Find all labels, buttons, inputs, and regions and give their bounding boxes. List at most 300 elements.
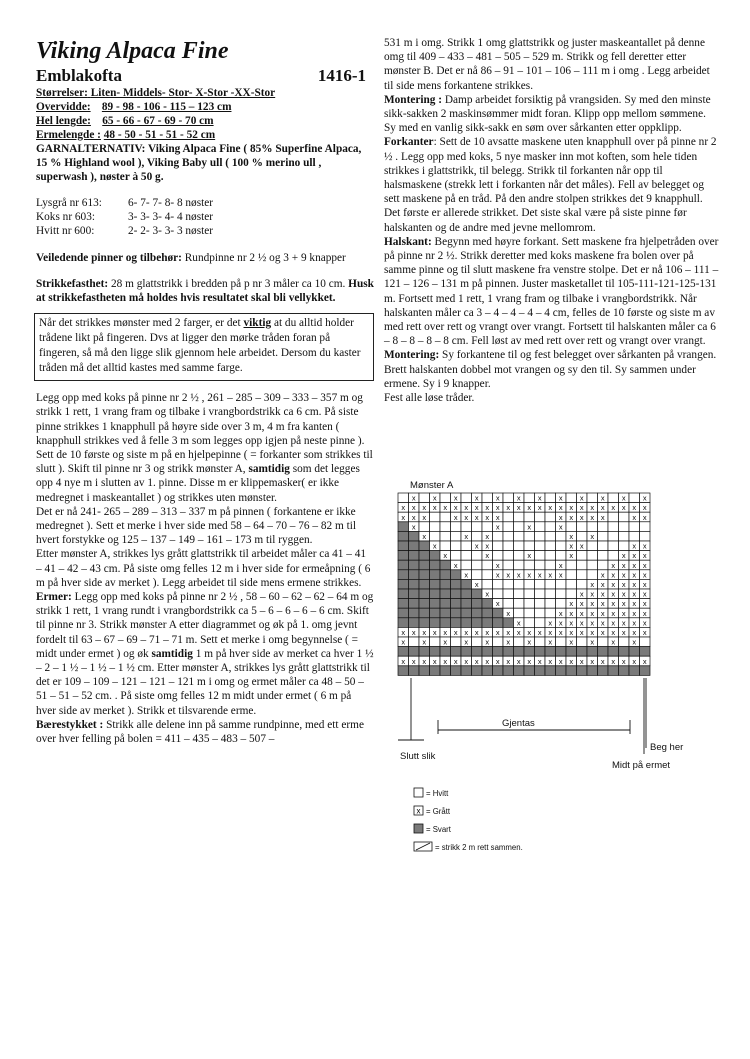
chart-cell-x-mark: x xyxy=(558,656,563,666)
chart-cell-x-mark: x xyxy=(621,493,626,503)
chart-cell-black xyxy=(409,541,420,551)
chart-cell-white xyxy=(472,531,483,541)
chart-cell-black xyxy=(461,618,472,628)
chart-cell-black xyxy=(451,666,462,676)
chart-cell-white xyxy=(535,541,546,551)
chart-cell-x-mark: x xyxy=(453,503,458,513)
chart-cell-white xyxy=(451,637,462,647)
chart-cell-white xyxy=(503,531,514,541)
chart-cell-white xyxy=(493,637,504,647)
chart-cell-black xyxy=(409,666,420,676)
chart-cell-black xyxy=(430,570,441,580)
pattern-number: 1416-1 xyxy=(317,66,366,85)
chart-cell-black xyxy=(409,531,420,541)
chart-cell-black xyxy=(440,666,451,676)
chart-cell-black xyxy=(493,608,504,618)
chart-cell-black xyxy=(472,666,483,676)
chart-cell-x-mark: x xyxy=(464,532,469,541)
chart-cell-black xyxy=(398,579,409,589)
sleeve-value: 48 - 50 - 51 - 51 - 52 cm xyxy=(103,129,216,141)
chart-cell-black xyxy=(472,589,483,599)
chart-cell-white xyxy=(430,637,441,647)
chart-cell-black xyxy=(451,599,462,609)
chart-cell-x-mark: x xyxy=(569,512,574,522)
note-emphasis: viktig xyxy=(243,317,272,330)
chart-cell-x-mark: x xyxy=(506,656,511,666)
chart-cell-x-mark: x xyxy=(411,628,416,637)
chart-cell-black xyxy=(430,599,441,609)
section-label: Montering: xyxy=(384,349,440,362)
chart-cell-x-mark: x xyxy=(642,512,647,522)
chart-cell-white xyxy=(524,579,535,589)
begin-label: Beg her xyxy=(650,742,684,753)
chart-cell-white xyxy=(535,599,546,609)
chart-cell-white xyxy=(608,541,619,551)
chart-cell-x-mark: x xyxy=(632,580,637,589)
legend-x-mark: x xyxy=(416,806,421,816)
chart-cell-x-mark: x xyxy=(527,551,532,561)
chart-cell-x-mark: x xyxy=(569,551,574,561)
chart-cell-x-mark: x xyxy=(632,608,637,618)
chart-cell-white xyxy=(514,541,525,551)
chart-cell-x-mark: x xyxy=(621,570,626,580)
chart-cell-x-mark: x xyxy=(506,503,511,513)
chart-cell-white xyxy=(619,512,630,522)
chart-cell-x-mark: x xyxy=(548,570,553,580)
chart-cell-white xyxy=(493,579,504,589)
chart-cell-x-mark: x xyxy=(600,599,605,609)
chart-cell-x-mark: x xyxy=(422,512,427,522)
chart-cell-x-mark: x xyxy=(558,618,563,628)
chart-cell-x-mark: x xyxy=(590,589,595,599)
chart-cell-x-mark: x xyxy=(590,628,595,637)
chart-cell-x-mark: x xyxy=(495,493,500,503)
chart-cell-white xyxy=(619,541,630,551)
chart-cell-black xyxy=(398,599,409,609)
chart-cell-black xyxy=(503,618,514,628)
chart-cell-x-mark: x xyxy=(485,532,490,541)
chart-cell-x-mark: x xyxy=(632,628,637,637)
yarn-name: Koks nr 603: xyxy=(36,211,95,224)
chart-cell-x-mark: x xyxy=(632,560,637,570)
chart-cell-x-mark: x xyxy=(464,656,469,666)
chart-cell-white xyxy=(461,493,472,503)
chart-cell-white xyxy=(545,560,556,570)
chart-cell-black xyxy=(514,647,525,657)
sleeves-paragraph xyxy=(36,590,374,718)
chart-cell-black xyxy=(451,647,462,657)
chart-cell-x-mark: x xyxy=(464,512,469,522)
chart-cell-x-mark: x xyxy=(611,618,616,628)
chart-cell-x-mark: x xyxy=(611,580,616,589)
chart-cell-white xyxy=(535,522,546,532)
chart-cell-white xyxy=(514,637,525,647)
chart-cell-black xyxy=(493,666,504,676)
body-text: Begynn med høyre forkant. Sett maskene fra hjelpetråden over på pinne nr 2 ½. Strikk deretter med koks maskene fra bolen over på samme pinne og til slutt maskene fra venstre stolpe. Det er nå 106 – 111 – 121 – 126 – 131 m på pinnen. Juster masketallet til 105-111-121-125-131 m. Fortsett med 1 rett, 1 vrang fram og tilbake i vrangbordstrikk. Når halskanten måler ca 3 – 4 – 4 – 4 – 4 cm, felles de 10 første og siste m av med rett over rett og vrangt over vrangt. Fortsett til halskanten måler ca 6 – 8 – 8 – 8 – 8 cm. Fell løst av med rett over rett og vrangt over vrangt. xyxy=(384,235,719,348)
chart-cell-x-mark: x xyxy=(432,628,437,637)
chart-cell-white xyxy=(440,493,451,503)
chart-cell-white xyxy=(619,531,630,541)
chart-title: Mønster A xyxy=(410,480,454,491)
chart-cell-white xyxy=(566,570,577,580)
chart-cell-x-mark: x xyxy=(443,637,448,647)
chart-cell-x-mark: x xyxy=(516,618,521,628)
chart-cell-black xyxy=(461,589,472,599)
chart-cell-white xyxy=(608,551,619,561)
final-note: Fest alle løse tråder. xyxy=(384,392,475,405)
chart-cell-white xyxy=(556,589,567,599)
chart-cell-x-mark: x xyxy=(632,503,637,513)
chart-cell-x-mark: x xyxy=(579,618,584,628)
chart-cell-black xyxy=(430,579,441,589)
chart-cell-white xyxy=(524,608,535,618)
chart-cell-black xyxy=(409,579,420,589)
chart-cell-white xyxy=(608,531,619,541)
body-text: : Sett de 10 avsatte maskene uten knapphull over på pinne nr 2 ½ . Legg opp med koks, 5 nye masker inn mot koften, som hele tiden strikkes i glattstrikk, til belegg. Strikk til forkanten når opp til halsmaskene (strekk lett i forkanten når det måles). Fell av belegget og sett maskene på en tråd. På den andre stolpen strikkes det 9 knapphull. Det første er allerede strikket. Det siste skal være på siste pinne før halskanten og de andre med jevne mellomrom. xyxy=(384,136,717,234)
chart-cell-black xyxy=(556,666,567,676)
chart-cell-black xyxy=(482,647,493,657)
chart-cell-black xyxy=(398,531,409,541)
chart-cell-black xyxy=(629,666,640,676)
yarn-name: Lysgrå nr 613: xyxy=(36,197,102,209)
chart-cell-white xyxy=(598,522,609,532)
chart-cell-white xyxy=(587,560,598,570)
yarn-amount: 3- 3- 3- 4- 4 nøster xyxy=(128,211,214,224)
chart-cell-x-mark: x xyxy=(516,493,521,503)
chart-cell-black xyxy=(398,560,409,570)
chart-cell-white xyxy=(514,608,525,618)
chart-cell-white xyxy=(598,541,609,551)
chart-cell-white xyxy=(577,579,588,589)
chart-cell-x-mark: x xyxy=(411,512,416,522)
chart-cell-x-mark: x xyxy=(621,608,626,618)
chart-cell-x-mark: x xyxy=(506,637,511,647)
chart-cell-x-mark: x xyxy=(411,493,416,503)
chart-cell-black xyxy=(503,666,514,676)
chart-cell-x-mark: x xyxy=(569,532,574,541)
chart-cell-white xyxy=(535,531,546,541)
chart-cell-x-mark: x xyxy=(401,512,406,522)
chart-cell-x-mark: x xyxy=(590,503,595,513)
chart-cell-white xyxy=(493,551,504,561)
body-paragraph: Etter mønster A, strikkes lys grått glattstrikk til arbeidet måler ca 41 – 41 – 41 – 42 – 43 cm. På siste omg felles 12 m i hver side for ermeåpning ( 6 m på hver side av merket ). Legg arbeidet til side mens ermene strikkes. xyxy=(36,548,371,589)
chart-cell-black xyxy=(514,666,525,676)
chart-cell-x-mark: x xyxy=(642,580,647,589)
chart-cell-x-mark: x xyxy=(600,589,605,599)
gauge-label: Strikkefasthet: xyxy=(36,277,109,290)
chart-cell-x-mark: x xyxy=(632,599,637,609)
chart-cell-x-mark: x xyxy=(621,656,626,666)
chart-cell-white xyxy=(556,531,567,541)
section-label: Halskant: xyxy=(384,235,432,248)
gauge xyxy=(36,277,374,305)
chart-cell-x-mark: x xyxy=(600,570,605,580)
body-paragraph: 531 m i omg. Strikk 1 omg glattstrikk og juster maskeantallet på denne omg til 409 – 433 – 481 – 505 – 529 m. Strikk og fell deretter etter mønster B. Det er nå 86 – 91 – 101 – 106 – 111 m i omg . Legg arbeidet til side mens forkantene strikkes. xyxy=(384,37,710,92)
chart-cell-x-mark: x xyxy=(642,608,647,618)
chart-cell-white xyxy=(535,618,546,628)
chart-cell-white xyxy=(619,637,630,647)
chart-cell-x-mark: x xyxy=(621,560,626,570)
chart-legend xyxy=(414,788,523,852)
chart-cell-white xyxy=(493,541,504,551)
chart-cell-white xyxy=(545,512,556,522)
chart-cell-x-mark: x xyxy=(432,503,437,513)
chart-cell-x-mark: x xyxy=(401,656,406,666)
legend-swatch-blank xyxy=(414,788,423,797)
legend-swatch-filled xyxy=(414,824,423,833)
chart-cell-x-mark: x xyxy=(485,503,490,513)
chart-cell-x-mark: x xyxy=(516,503,521,513)
chart-cell-x-mark: x xyxy=(569,656,574,666)
chart-cell-white xyxy=(503,512,514,522)
chart-cell-black xyxy=(587,647,598,657)
chart-cell-white xyxy=(545,522,556,532)
chart-cell-white xyxy=(587,551,598,561)
chart-cell-black xyxy=(461,599,472,609)
note-post: at du alltid holder trådene likt på fingeren. Dvs at ligger den mørke tråden foran på fingeren, så må den ligge slik gjennom hele arbeidet. Dersom du kaster tråden må det alltid kastes med samme farge. xyxy=(39,317,361,375)
chart-cell-black xyxy=(577,647,588,657)
chart-cell-white xyxy=(430,512,441,522)
body-text: Sy forkantene til og fest belegget over sårkanten på vrangen. Brett halskanten dobbel mot vrangen og sy den til. Sy sammen under ermene. Sy i 9 knapper. xyxy=(384,349,717,390)
chart-cell-x-mark: x xyxy=(537,503,542,513)
chart-cell-white xyxy=(577,560,588,570)
width-label: Overvidde: xyxy=(36,101,91,113)
chart-cell-x-mark: x xyxy=(621,628,626,637)
chart-cell-white xyxy=(619,522,630,532)
chart-cell-white xyxy=(472,570,483,580)
chart-cell-x-mark: x xyxy=(401,503,406,513)
chart-cell-white xyxy=(524,618,535,628)
chart-cell-x-mark: x xyxy=(422,628,427,637)
chart-cell-black xyxy=(430,589,441,599)
chart-cell-x-mark: x xyxy=(632,589,637,599)
chart-cell-x-mark: x xyxy=(600,580,605,589)
chart-cell-black xyxy=(419,589,430,599)
chart-cell-x-mark: x xyxy=(642,541,647,551)
chart-cell-white xyxy=(419,493,430,503)
chart-cell-white xyxy=(514,551,525,561)
yarn-alternative: GARNALTERNATIV: Viking Alpaca Fine ( 85% Superfine Alpaca, 15 % Highland wool ), Viking Baby ull ( 100 % merino ull , superwash ), nøster à 50 g. xyxy=(36,143,362,183)
chart-cell-white xyxy=(535,579,546,589)
section-label: Ermer: xyxy=(36,591,72,604)
pattern-header xyxy=(36,66,374,86)
chart-cell-x-mark: x xyxy=(453,656,458,666)
chart-cell-white xyxy=(535,560,546,570)
chart-cell-white xyxy=(440,522,451,532)
chart-cell-x-mark: x xyxy=(621,599,626,609)
sizes-label: Størrelser: xyxy=(36,87,88,99)
size-specs xyxy=(36,86,374,184)
chart-cell-x-mark: x xyxy=(611,599,616,609)
assembly-paragraph xyxy=(384,93,720,136)
chart-cell-black xyxy=(440,570,451,580)
chart-cell-x-mark: x xyxy=(453,628,458,637)
chart-cell-x-mark: x xyxy=(600,503,605,513)
chart-cell-white xyxy=(598,637,609,647)
chart-cell-white xyxy=(556,637,567,647)
chart-cell-black xyxy=(419,666,430,676)
chart-cell-x-mark: x xyxy=(632,512,637,522)
chart-cell-black xyxy=(419,599,430,609)
chart-cell-x-mark: x xyxy=(516,656,521,666)
chart-cell-white xyxy=(608,493,619,503)
chart-cell-white xyxy=(482,560,493,570)
chart-cell-white xyxy=(482,493,493,503)
chart-cell-white xyxy=(503,599,514,609)
chart-cell-x-mark: x xyxy=(485,628,490,637)
length-label: Hel lengde: xyxy=(36,115,91,127)
chart-cell-white xyxy=(409,637,420,647)
chart-cell-x-mark: x xyxy=(611,503,616,513)
body-text: Legg opp med koks på pinne nr 2 ½ , 261 – 285 – 309 – 333 – 357 m og strikk 1 rett, 1 vrang fram og tilbake i vrangbordstrikk ca 6 cm. På siste pinne strikkes 1 knapphull på høyre side over 3 m, 4 m fra kanten ( knapphull strikkes ved å felle 3 m som legges opp igjen på neste pinne ). Sett de 10 første og siste m på en hjelpepinne ( = forkanter som strikkes til slutt ). Skift til pinne nr 3 og strikk mønster A, xyxy=(36,392,373,476)
chart-cell-x-mark: x xyxy=(474,503,479,513)
chart-cell-white xyxy=(451,541,462,551)
chart-cell-white xyxy=(514,531,525,541)
chart-cell-x-mark: x xyxy=(642,560,647,570)
chart-cell-black xyxy=(461,647,472,657)
chart-cell-white xyxy=(430,522,441,532)
chart-cell-white xyxy=(451,531,462,541)
chart-cell-x-mark: x xyxy=(569,503,574,513)
chart-cell-x-mark: x xyxy=(642,503,647,513)
body-emphasis: samtidig xyxy=(248,463,290,476)
body-paragraph xyxy=(36,391,374,505)
repeat-label: Gjentas xyxy=(502,718,535,729)
chart-cell-white xyxy=(524,512,535,522)
chart-cell-black xyxy=(493,618,504,628)
needles xyxy=(36,251,374,265)
chart-cell-white xyxy=(524,589,535,599)
chart-cell-white xyxy=(577,522,588,532)
chart-cell-x-mark: x xyxy=(548,618,553,628)
chart-cell-white xyxy=(482,579,493,589)
chart-cell-x-mark: x xyxy=(516,570,521,580)
chart-cell-white xyxy=(451,551,462,561)
chart-grid xyxy=(398,493,650,675)
chart-cell-x-mark: x xyxy=(642,551,647,561)
chart-cell-x-mark: x xyxy=(443,551,448,561)
chart-cell-black xyxy=(482,608,493,618)
section-label: Montering : xyxy=(384,93,443,106)
chart-cell-white xyxy=(461,522,472,532)
chart-cell-black xyxy=(472,599,483,609)
chart-cell-white xyxy=(440,541,451,551)
chart-cell-x-mark: x xyxy=(527,503,532,513)
chart-cell-x-mark: x xyxy=(485,656,490,666)
chart-cell-x-mark: x xyxy=(558,560,563,570)
chart-cell-black xyxy=(598,647,609,657)
yarn-list xyxy=(36,196,374,239)
chart-cell-x-mark: x xyxy=(579,599,584,609)
chart-cell-x-mark: x xyxy=(642,493,647,503)
chart-cell-white xyxy=(556,541,567,551)
chart-cell-white xyxy=(503,579,514,589)
chart-cell-x-mark: x xyxy=(506,628,511,637)
chart-cell-x-mark: x xyxy=(453,493,458,503)
chart-cell-x-mark: x xyxy=(590,599,595,609)
chart-cell-black xyxy=(545,666,556,676)
chart-cell-black xyxy=(419,541,430,551)
chart-cell-white xyxy=(514,579,525,589)
chart-cell-x-mark: x xyxy=(579,656,584,666)
gauge-warning: Husk at strikkefastheten må holdes hvis resultatet skal bli vellykket. xyxy=(36,277,374,305)
chart-cell-black xyxy=(430,647,441,657)
chart-cell-white xyxy=(545,589,556,599)
chart-cell-black xyxy=(398,541,409,551)
chart-cell-white xyxy=(503,541,514,551)
chart-cell-black xyxy=(524,666,535,676)
body-emphasis: samtidig xyxy=(151,647,193,660)
chart-cell-white xyxy=(451,522,462,532)
chart-cell-x-mark: x xyxy=(642,618,647,628)
chart-cell-black xyxy=(566,666,577,676)
chart-cell-x-mark: x xyxy=(495,570,500,580)
chart-cell-white xyxy=(556,551,567,561)
chart-cell-white xyxy=(524,560,535,570)
chart-cell-black xyxy=(461,579,472,589)
chart-cell-white xyxy=(430,531,441,541)
width-value: 89 - 98 - 106 - 115 – 123 cm xyxy=(101,101,232,113)
chart-cell-black xyxy=(472,608,483,618)
chart-cell-black xyxy=(503,647,514,657)
chart-cell-black xyxy=(482,666,493,676)
chart-cell-black xyxy=(451,608,462,618)
chart-cell-x-mark: x xyxy=(632,551,637,561)
chart-cell-black xyxy=(482,599,493,609)
chart-cell-x-mark: x xyxy=(611,560,616,570)
chart-cell-black xyxy=(535,666,546,676)
chart-cell-white xyxy=(640,531,651,541)
chart-cell-black xyxy=(409,551,420,561)
chart-cell-black xyxy=(619,666,630,676)
chart-cell-x-mark: x xyxy=(611,656,616,666)
chart-cell-x-mark: x xyxy=(485,551,490,561)
chart-cell-black xyxy=(430,666,441,676)
chart-cell-x-mark: x xyxy=(611,589,616,599)
neckband-paragraph xyxy=(384,235,720,349)
chart-cell-white xyxy=(514,589,525,599)
chart-cell-x-mark: x xyxy=(401,628,406,637)
body-text: Legg opp med koks på pinne nr 2 ½ , 58 – 60 – 62 – 62 – 64 m og strikk 1 rett, 1 vrang rundt i vrangbordstrikk ca 5 – 6 – 6 – 6 – 6 cm. Skift til pinne nr 3. Strikk mønster A etter diagrammet og øk på 1. omg jevnt fordelt til 63 – 67 – 69 – 71 – 71 m. Sett et merke i omg begynnelse ( = midt under ermet ) og øk xyxy=(36,591,374,660)
yarn-amount: 2- 2- 3- 3- 3 nøster xyxy=(128,225,214,238)
chart-cell-black xyxy=(398,618,409,628)
chart-cell-black xyxy=(440,599,451,609)
chart-cell-x-mark: x xyxy=(432,656,437,666)
chart-cell-x-mark: x xyxy=(621,551,626,561)
chart-cell-x-mark: x xyxy=(548,656,553,666)
chart-cell-x-mark: x xyxy=(579,493,584,503)
chart-cell-x-mark: x xyxy=(443,503,448,513)
chart-cell-x-mark: x xyxy=(590,608,595,618)
chart-cell-x-mark: x xyxy=(611,628,616,637)
needles-label: Veiledende pinner og tilbehør: xyxy=(36,251,182,264)
chart-cell-x-mark: x xyxy=(600,618,605,628)
right-column xyxy=(384,36,720,852)
chart-cell-black xyxy=(409,608,420,618)
note-pre: Når det strikkes mønster med 2 farger, er det xyxy=(39,317,244,330)
chart-cell-white xyxy=(629,531,640,541)
chart-cell-black xyxy=(398,589,409,599)
chart-cell-x-mark: x xyxy=(590,532,595,541)
chart-cell-black xyxy=(409,647,420,657)
chart-cell-black xyxy=(419,570,430,580)
chart-cell-white xyxy=(503,522,514,532)
chart-cell-x-mark: x xyxy=(590,656,595,666)
body-text: Damp arbeidet forsiktig på vrangsiden. Sy med den minste sikk-sakken 2 maskinsømmer midt foran. Klipp opp mellom sømmene. Sy med en vanlig sikk-sakk en søm over sårkanten etter oppklipp. xyxy=(384,93,711,135)
chart-cell-x-mark: x xyxy=(558,628,563,637)
chart-cell-white xyxy=(566,493,577,503)
chart-cell-black xyxy=(419,618,430,628)
